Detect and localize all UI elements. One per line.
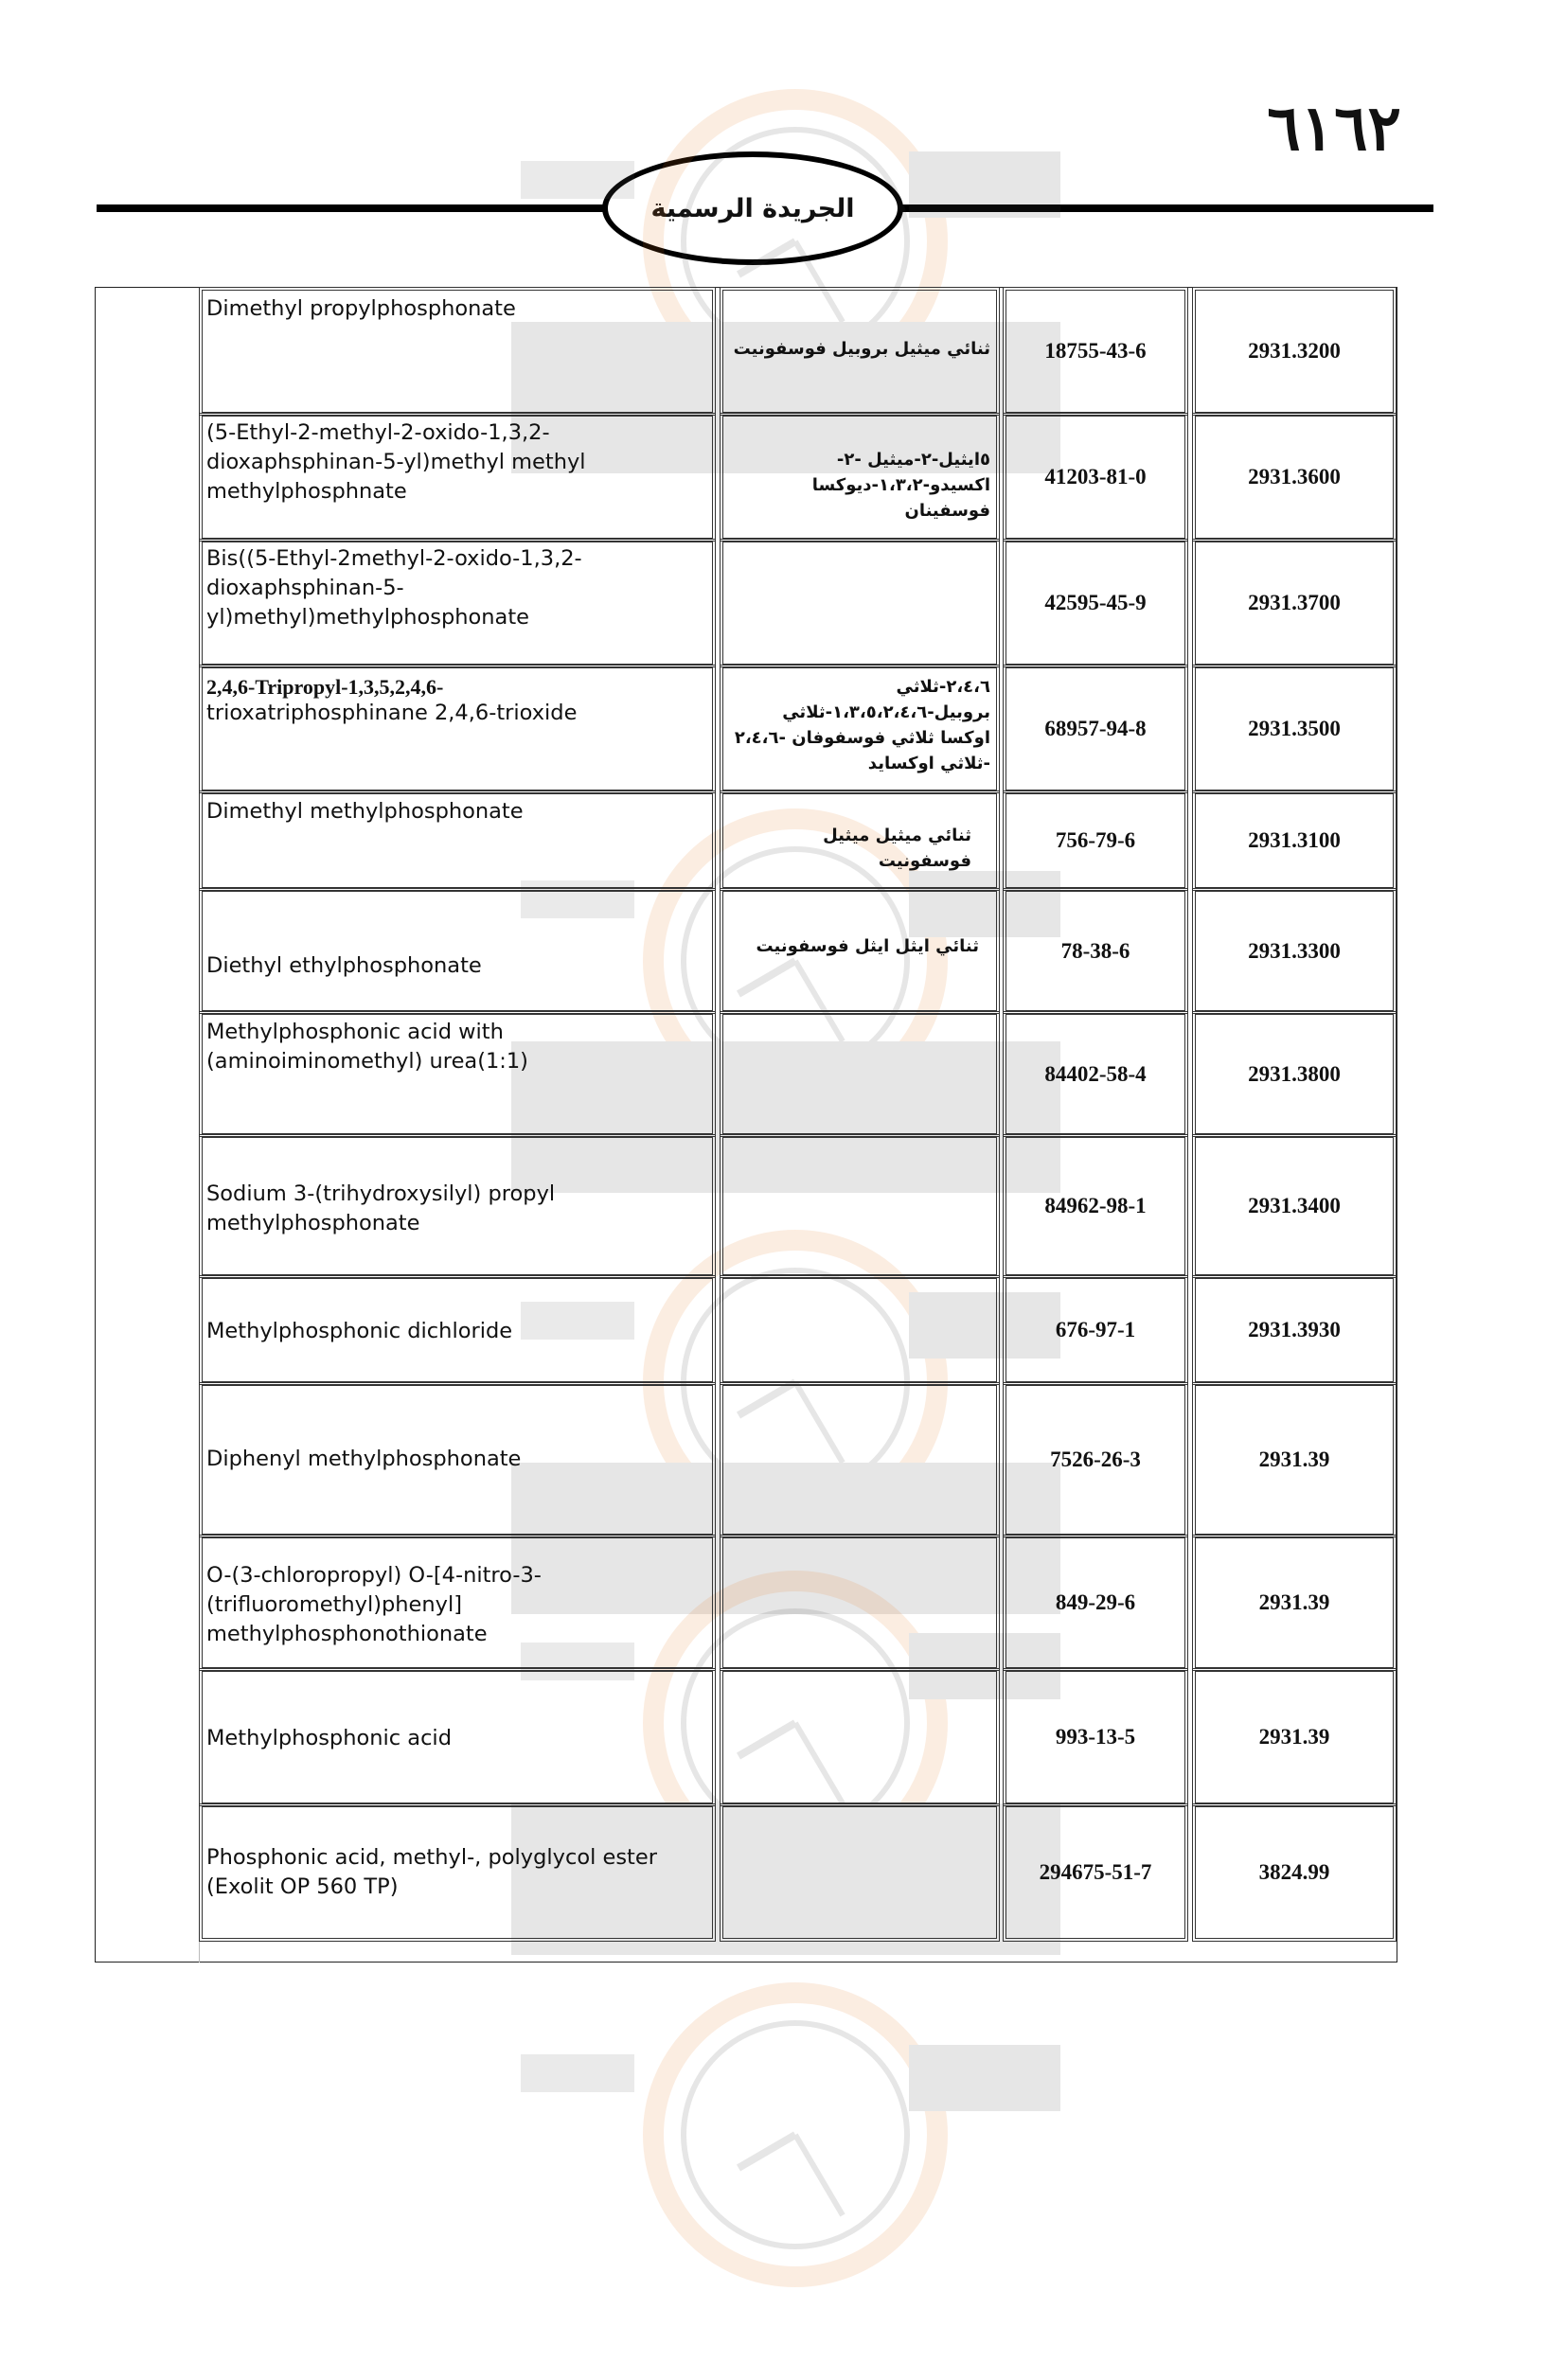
chemical-name-cell <box>202 1278 713 1382</box>
chemical-name-cell <box>202 416 713 539</box>
cas-number: 18755-43-6 <box>1044 339 1147 363</box>
clock-watermark-icon <box>483 1931 1089 2376</box>
cas-number-cell <box>1005 1806 1185 1939</box>
cas-number: 41203-81-0 <box>1044 465 1147 488</box>
cas-number-cell <box>1005 1671 1185 1803</box>
cas-number: 676-97-1 <box>1055 1318 1136 1341</box>
tariff-code-cell <box>1195 416 1394 539</box>
tariff-code-cell <box>1195 1014 1394 1134</box>
arabic-name-cell <box>722 1806 997 1939</box>
table-row <box>199 1014 1397 1134</box>
chemical-name-cell <box>202 667 713 790</box>
chemical-name: Diphenyl methylphosphonate <box>206 1447 522 1471</box>
tariff-code-cell <box>1195 290 1394 413</box>
chemical-name <box>206 676 708 728</box>
tariff-code: 2931.3400 <box>1248 1194 1341 1217</box>
arabic-name: ثنائي ميثيل بروبيل فوسفونيت <box>733 339 990 359</box>
tariff-code-cell <box>1195 1278 1394 1382</box>
tariff-code: 2931.3700 <box>1248 591 1341 614</box>
chemical-name-cell <box>202 1385 713 1535</box>
chemical-name: Dimethyl methylphosphonate <box>206 799 524 824</box>
tariff-code: 3824.99 <box>1258 1860 1330 1884</box>
table-row <box>199 891 1397 1011</box>
arabic-name-cell <box>722 416 997 539</box>
arabic-name: ٢،٤،٦-ثلاثي بروبيل-١،٣،٥،٢،٤،٦-ثلاثي اوكسا ثلاثي فوسفوفان -٢،٤،٦ -ثلاثي اوكسايد <box>734 677 990 773</box>
cas-number-cell <box>1005 542 1185 665</box>
table-row <box>199 1278 1397 1382</box>
cas-number-cell <box>1005 1385 1185 1535</box>
cas-number: 849-29-6 <box>1055 1590 1136 1614</box>
tariff-code-cell <box>1195 1537 1394 1668</box>
arabic-name-cell <box>722 542 997 665</box>
chemical-name-line-2: trioxatriphosphinane 2,4,6-trioxide <box>206 701 578 725</box>
arabic-name-cell <box>722 290 997 413</box>
tariff-code-cell <box>1195 667 1394 790</box>
table-row <box>199 1537 1397 1668</box>
gazette-title: الجريدة الرسمية <box>602 151 903 265</box>
tariff-code-cell <box>1195 793 1394 888</box>
table-row <box>199 1806 1397 1939</box>
chemical-name: Methylphosphonic dichloride <box>206 1319 513 1343</box>
table-row <box>199 542 1397 665</box>
cas-number: 68957-94-8 <box>1044 717 1147 740</box>
cas-number-cell <box>1005 667 1185 790</box>
tariff-code: 2931.39 <box>1258 1725 1330 1749</box>
arabic-name-cell <box>722 891 997 1011</box>
cas-number-cell <box>1005 1537 1185 1668</box>
table-row <box>199 1137 1397 1275</box>
tariff-code-cell <box>1195 1671 1394 1803</box>
chemical-name-cell <box>202 1014 713 1134</box>
cas-number-cell <box>1005 416 1185 539</box>
table-row <box>199 1385 1397 1535</box>
arabic-name-cell <box>722 1671 997 1803</box>
tariff-code-cell <box>1195 1806 1394 1939</box>
chemical-name: Phosphonic acid, methyl-, polyglycol ester (Exolit OP 560 TP) <box>206 1845 657 1899</box>
chemical-name-cell <box>202 1537 713 1668</box>
tariff-code: 2931.3300 <box>1248 938 1341 963</box>
cas-number: 84402-58-4 <box>1044 1061 1147 1086</box>
cas-number-cell <box>1005 793 1185 888</box>
cas-number-cell <box>1005 1014 1185 1134</box>
cas-number: 7526-26-3 <box>1050 1448 1141 1471</box>
tariff-code-cell <box>1195 1137 1394 1275</box>
chemical-name-cell <box>202 542 713 665</box>
chemical-name-cell <box>202 891 713 1011</box>
table-row <box>199 290 1397 413</box>
tariff-code-cell <box>1195 891 1394 1011</box>
arabic-name-cell <box>722 1137 997 1275</box>
cas-number: 294675-51-7 <box>1039 1860 1152 1884</box>
tariff-code: 2931.3100 <box>1248 828 1341 852</box>
table-row <box>199 416 1397 539</box>
cas-number: 993-13-5 <box>1055 1725 1136 1749</box>
chemical-name: Methylphosphonic acid with (aminoiminomethyl) urea(1:1) <box>206 1020 528 1074</box>
chemical-name: Diethyl ethylphosphonate <box>206 953 482 978</box>
arabic-name: ٥ايثيل-٢-ميثيل -٢-اكسيدو-١،٣،٢-ديوكسا فوسفينان <box>811 450 990 521</box>
cas-number: 42595-45-9 <box>1044 591 1147 614</box>
cas-number-cell <box>1005 290 1185 413</box>
chemical-name-cell <box>202 1137 713 1275</box>
tariff-code: 2931.39 <box>1258 1590 1330 1614</box>
chemical-name-cell <box>202 793 713 888</box>
cas-number: 78-38-6 <box>1060 938 1130 963</box>
chemical-name-line-1: 2,4,6-Tripropyl-1,3,5,2,4,6- <box>206 675 444 699</box>
cas-number-cell <box>1005 1278 1185 1382</box>
tariff-code: 2931.3600 <box>1248 465 1341 488</box>
arabic-name-cell <box>722 667 997 790</box>
chemical-name-cell <box>202 1671 713 1803</box>
cas-number: 756-79-6 <box>1055 828 1136 852</box>
tariff-code: 2931.3200 <box>1248 339 1341 363</box>
tariff-code: 2931.39 <box>1258 1448 1330 1471</box>
table-row <box>199 667 1397 790</box>
arabic-name-cell <box>722 1537 997 1668</box>
page-number: ٦١٦٢ <box>1267 91 1401 165</box>
chemical-name: Bis((5-Ethyl-2methyl-2-oxido-1,3,2-dioxaphsphinan-5-yl)methyl)methylphosphonate <box>206 546 582 630</box>
arabic-name: ثنائي ايثل ايثل فوسفونيت <box>756 936 979 956</box>
arabic-name-cell <box>722 1278 997 1382</box>
arabic-name-cell <box>722 1014 997 1134</box>
chemical-name: Methylphosphonic acid <box>206 1726 452 1750</box>
cas-number-cell <box>1005 891 1185 1011</box>
chemical-name: O-(3-chloropropyl) O-[4-nitro-3-(trifluoromethyl)phenyl] methylphosphonothionate <box>206 1563 542 1646</box>
arabic-name-cell <box>722 1385 997 1535</box>
chemical-name: Dimethyl propylphosphonate <box>206 296 516 321</box>
tariff-code: 2931.3800 <box>1248 1061 1341 1086</box>
arabic-name-cell <box>722 793 997 888</box>
tariff-code-cell <box>1195 542 1394 665</box>
tariff-code-cell <box>1195 1385 1394 1535</box>
arabic-name: ثنائي ميثيل ميثيل فوسفونيت <box>823 826 971 871</box>
chemical-name-cell <box>202 1806 713 1939</box>
chemical-name: (5-Ethyl-2-methyl-2-oxido-1,3,2-dioxaphsphinan-5-yl)methyl methyl methylphosphnate <box>206 420 586 504</box>
table-row <box>199 793 1397 888</box>
cas-number-cell <box>1005 1137 1185 1275</box>
tariff-code: 2931.3930 <box>1248 1318 1341 1341</box>
cas-number: 84962-98-1 <box>1044 1194 1147 1217</box>
chemical-name-cell <box>202 290 713 413</box>
tariff-code: 2931.3500 <box>1248 717 1341 740</box>
chemical-name: Sodium 3-(trihydroxysilyl) propyl methylphosphonate <box>206 1181 556 1235</box>
table-row <box>199 1671 1397 1803</box>
